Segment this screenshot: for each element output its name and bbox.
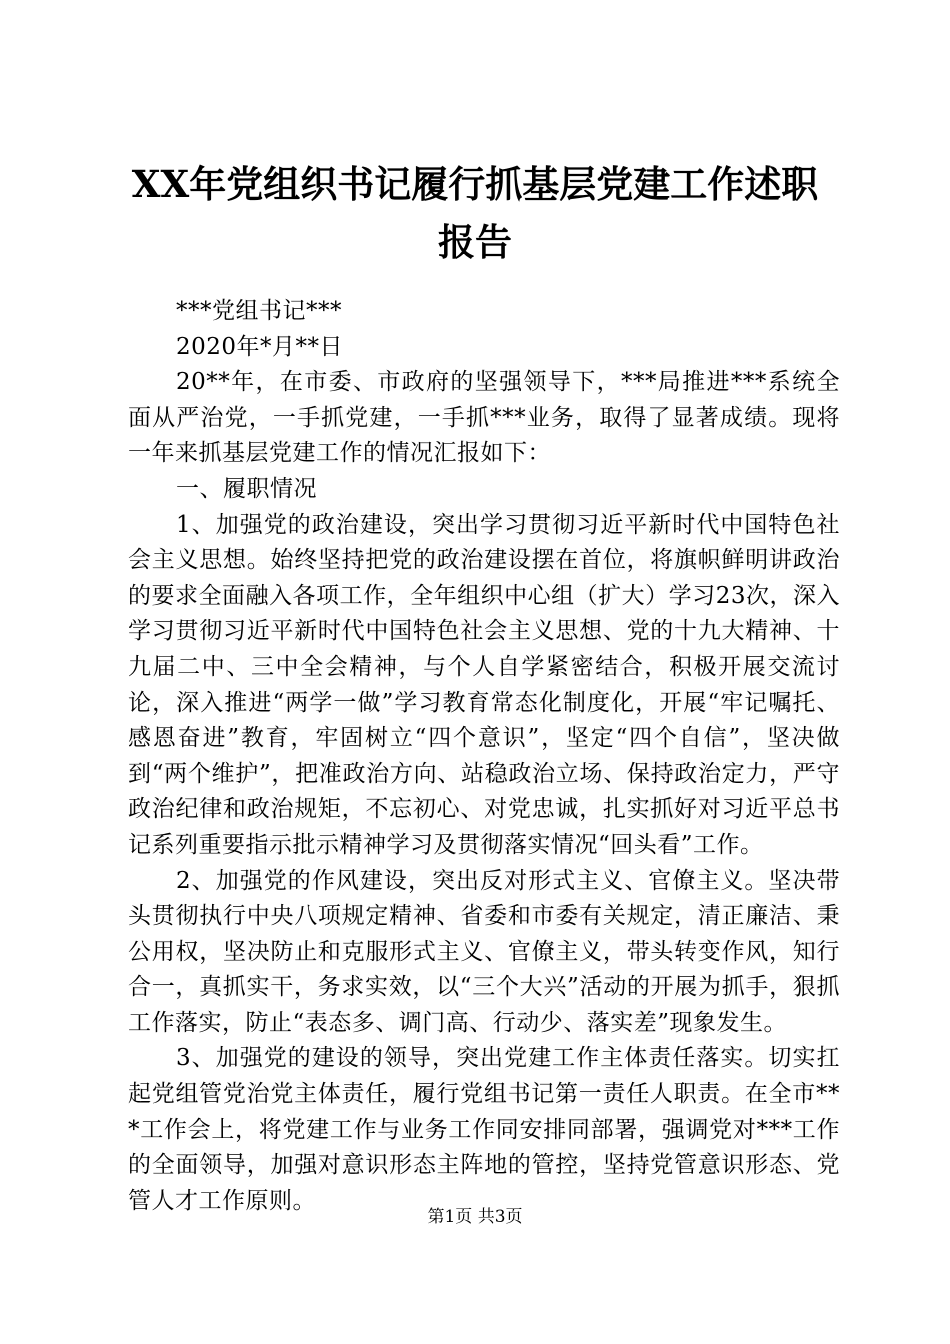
- paragraph-item-3: 3、加强党的建设的领导，突出党建工作主体责任落实。切实扛起党组管党治党主体责任，履行党组书记第一责任人职责。在全市***工作会上，将党建工作与业务工作同安排同部署，强调党对***工作的全面领导，加强对意识形态主阵地的管控，坚持党管意识形态、党管人才工作原则。: [128, 1045, 840, 1214]
- author-line: ***党组书记***: [176, 298, 342, 324]
- page-footer: 第1页 共3页: [427, 1207, 523, 1227]
- date-line: 2020年*月**日: [176, 333, 344, 360]
- section-heading: 一、履职情况: [176, 475, 317, 502]
- paragraph-item-2: 2、加强党的作风建设，突出反对形式主义、官僚主义。坚决带头贯彻执行中央八项规定精神、省委和市委有关规定，清正廉洁、秉公用权，坚决防止和克服形式主义、官僚主义，带头转变作风，知行合一，真抓实干，务求实效，以“三个大兴”活动的开展为抓手，狠抓工作落实，防止“表态多、调门高、行动少、落实差”现象发生。: [128, 867, 840, 1036]
- document-body: [128, 294, 840, 1219]
- document-title: XX年党组织书记履行抓基层党建工作述职报告: [131, 162, 819, 264]
- paragraph-item-1: 1、加强党的政治建设，突出学习贯彻习近平新时代中国特色社会主义思想。始终坚持把党的政治建设摆在首位，将旗帜鲜明讲政治的要求全面融入各项工作，全年组织中心组（扩大）学习23次，深入学习贯彻习近平新时代中国特色社会主义思想、党的十九大精神、十九届二中、三中全会精神，与个人自学紧密结合，积极开展交流讨论，深入推进“两学一做”学习教育常态化制度化，开展“牢记嘱托、感恩奋进”教育，牢固树立“四个意识”，坚定“四个自信”，坚决做到“两个维护”，把准政治方向、站稳政治立场、保持政治定力，严守政治纪律和政治规矩，不忘初心、对党忠诚，扎实抓好对习近平总书记系列重要指示批示精神学习及贯彻落实情况“回头看”工作。: [128, 511, 840, 858]
- paragraph-intro: 20**年，在市委、市政府的坚强领导下，***局推进***系统全面从严治党，一手抓党建，一手抓***业务，取得了显著成绩。现将一年来抓基层党建工作的情况汇报如下：: [128, 369, 840, 467]
